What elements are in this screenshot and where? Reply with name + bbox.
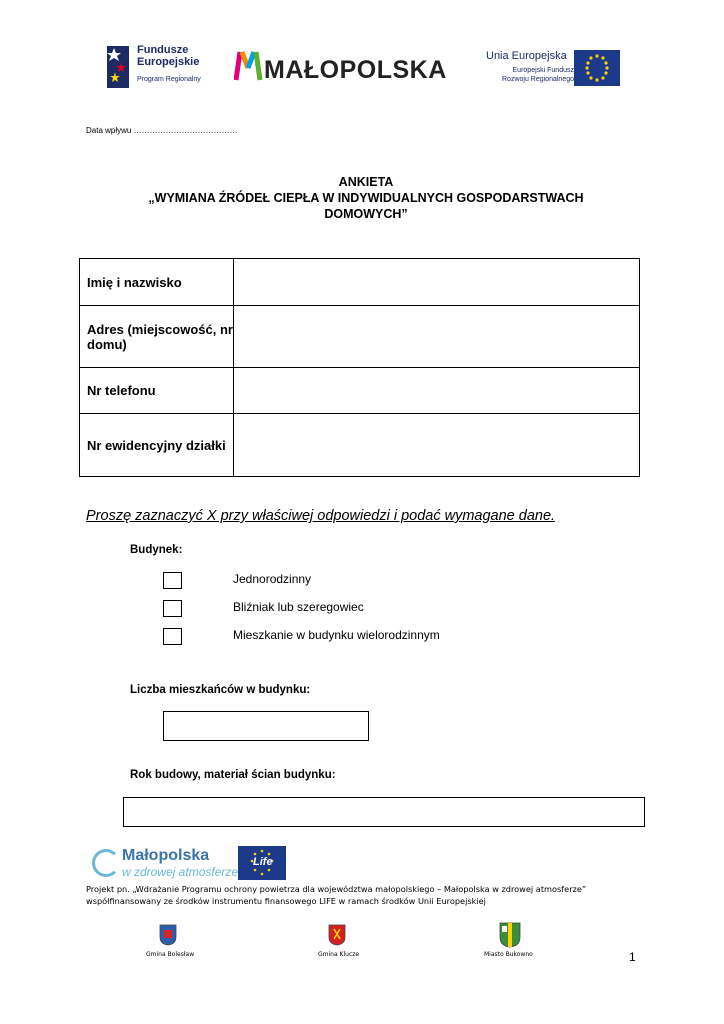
ue-sub2: Rozwoju Regionalnego: [502, 76, 574, 83]
footer-line1: Projekt pn. „Wdrażanie Programu ochrony powietrza dla województwa małopolskiego – Małopolska w zdrowej atmosferze”: [86, 884, 587, 894]
malopolska-m-icon: [234, 48, 264, 82]
life-text: Life: [253, 856, 273, 868]
instruction-text: Proszę zaznaczyć X przy właściwej odpowiedzi i podać wymagane dane.: [86, 508, 556, 524]
mza-title: Małopolska: [122, 847, 210, 864]
malopolska-logo: [234, 48, 459, 88]
fundusze-europejskie-logo: [107, 42, 207, 92]
table-row: [80, 306, 640, 368]
mza-sub: w zdrowej atmosferze: [122, 865, 239, 879]
table-row: [80, 259, 640, 306]
ue-title: Unia Europejska: [486, 50, 567, 62]
project-footer-text: [86, 883, 646, 907]
row-label-phone: Nr telefonu: [80, 368, 234, 414]
table-row: [80, 414, 640, 477]
fe-star-icon: [107, 42, 133, 92]
row-label-plot: Nr ewidencyjny działki: [80, 414, 234, 477]
checkbox-blizniak[interactable]: [163, 600, 182, 617]
option-jednorodzinny: Jednorodzinny: [233, 572, 312, 586]
option-mieszkanie: Mieszkanie w budynku wielorodzinnym: [233, 628, 440, 642]
title-line3: DOMOWYCH”: [324, 207, 408, 221]
malopolska-wordmark: MAŁOPOLSKA: [264, 56, 447, 84]
option-blizniak: Bliźniak lub szeregowiec: [233, 600, 364, 614]
data-wplywu: Data wpływu …………………………………: [86, 126, 238, 135]
mieszkancy-label: Liczba mieszkańców w budynku:: [130, 684, 311, 696]
bukowno-crest-icon: [499, 922, 521, 948]
row-label-name: Imię i nazwisko: [80, 259, 234, 306]
ue-sub1: Europejski Fundusz: [512, 67, 574, 74]
gmina-klucze: Gmina Klucze: [318, 951, 360, 958]
malopolska-zdrowa-atmosfera-logo: [92, 845, 239, 881]
life-logo: [238, 846, 286, 880]
row-label-address: Adres (miejscowość, nr domu): [80, 306, 234, 368]
survey-title: [86, 174, 646, 222]
fe-sub: Program Regionalny: [137, 76, 201, 83]
phone-field[interactable]: [234, 368, 640, 414]
ue-sub: [502, 66, 574, 84]
miasto-bukowno: Miasto Bukowno: [484, 951, 533, 958]
page-number: 1: [629, 950, 636, 964]
construction-year-material-field[interactable]: [123, 797, 645, 827]
name-field[interactable]: [234, 259, 640, 306]
title-line1: ANKIETA: [338, 175, 394, 189]
fe-line2: Europejskie: [137, 56, 200, 68]
budynek-label: Budynek:: [130, 544, 183, 556]
checkbox-mieszkanie[interactable]: [163, 628, 182, 645]
plot-number-field[interactable]: [234, 414, 640, 477]
address-field[interactable]: [234, 306, 640, 368]
mza-ring-icon: [92, 849, 120, 877]
fe-line1: Fundusze: [137, 44, 189, 56]
boleslaw-crest-icon: [159, 924, 177, 946]
eu-flag-icon: [574, 50, 620, 86]
title-line2: „WYMIANA ŹRÓDEŁ CIEPŁA W INDYWIDUALNYCH GOSPODARSTWACH: [148, 191, 584, 205]
gmina-boleslaw: Gmina Bolesław: [146, 951, 195, 958]
klucze-crest-icon: [328, 924, 346, 946]
residents-count-field[interactable]: [163, 711, 369, 741]
unia-europejska-logo: [486, 50, 620, 90]
personal-data-table: [79, 258, 640, 477]
checkbox-jednorodzinny[interactable]: [163, 572, 182, 589]
rok-budowy-label: Rok budowy, materiał ścian budynku:: [130, 769, 336, 781]
table-row: [80, 368, 640, 414]
footer-line2: współfinansowany ze środków instrumentu finansowego LIFE w ramach środków Unii Europejskiej: [86, 896, 486, 906]
